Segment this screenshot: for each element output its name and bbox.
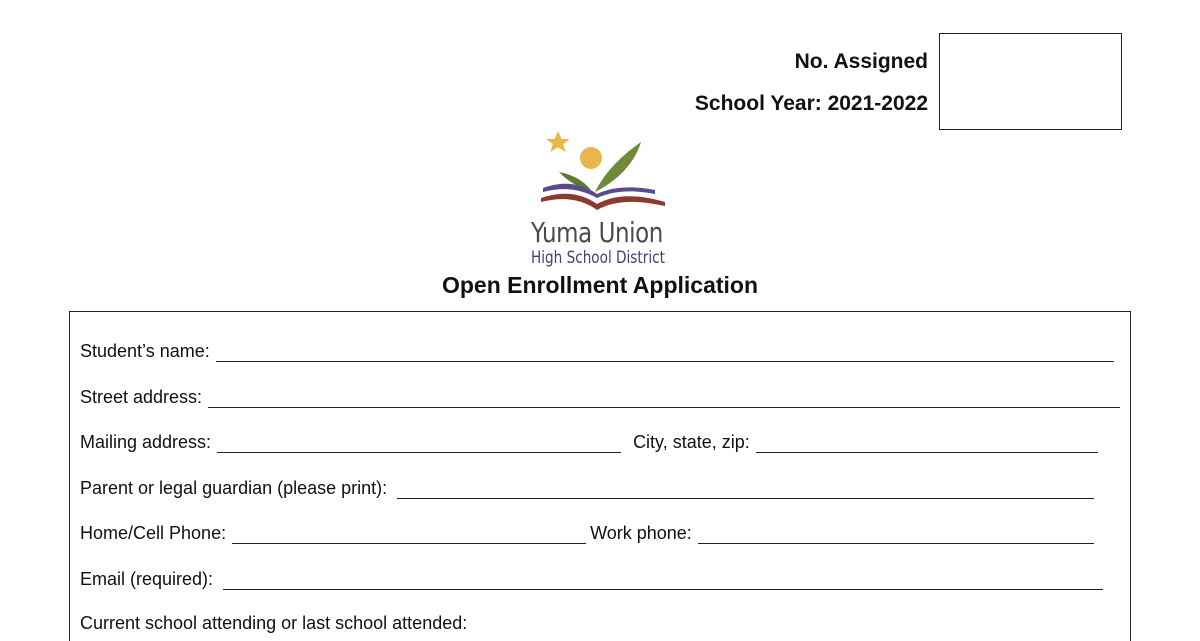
form-title: Open Enrollment Application bbox=[441, 272, 759, 298]
student-name-row bbox=[80, 338, 1114, 362]
phone-row bbox=[80, 520, 1094, 544]
parent-guardian-label: Parent or legal guardian (please print): bbox=[80, 478, 388, 498]
work-phone-label: Work phone: bbox=[590, 523, 692, 543]
email-field[interactable] bbox=[223, 571, 1103, 590]
street-address-label: Street address: bbox=[80, 387, 203, 407]
work-phone-field[interactable] bbox=[698, 525, 1094, 544]
no-assigned-label: No. Assigned bbox=[794, 50, 928, 73]
current-school-row bbox=[80, 610, 473, 634]
logo-name: Yuma Union bbox=[531, 216, 663, 249]
logo-subtitle: High School District bbox=[531, 248, 665, 268]
mailing-address-field[interactable] bbox=[217, 434, 621, 453]
city-state-zip-label: City, state, zip: bbox=[633, 432, 750, 452]
school-year-label: School Year: 2021-2022 bbox=[694, 92, 928, 115]
street-address-row bbox=[80, 384, 1120, 408]
parent-guardian-field[interactable] bbox=[397, 480, 1094, 499]
logo-emblem-icon bbox=[525, 128, 675, 218]
district-logo bbox=[525, 128, 675, 268]
mailing-address-label: Mailing address: bbox=[80, 432, 212, 452]
email-row bbox=[80, 566, 1103, 590]
student-name-field[interactable] bbox=[216, 343, 1114, 362]
home-cell-phone-field[interactable] bbox=[232, 525, 586, 544]
home-cell-phone-label: Home/Cell Phone: bbox=[80, 523, 227, 543]
mailing-address-row bbox=[80, 429, 1098, 453]
parent-guardian-row bbox=[80, 475, 1094, 499]
city-state-zip-field[interactable] bbox=[756, 434, 1098, 453]
student-name-label: Student’s name: bbox=[80, 341, 210, 361]
email-label: Email (required): bbox=[80, 569, 214, 589]
street-address-field[interactable] bbox=[208, 389, 1120, 408]
current-school-label: Current school attending or last school attended: bbox=[80, 613, 468, 633]
number-assigned-box[interactable] bbox=[939, 33, 1122, 130]
